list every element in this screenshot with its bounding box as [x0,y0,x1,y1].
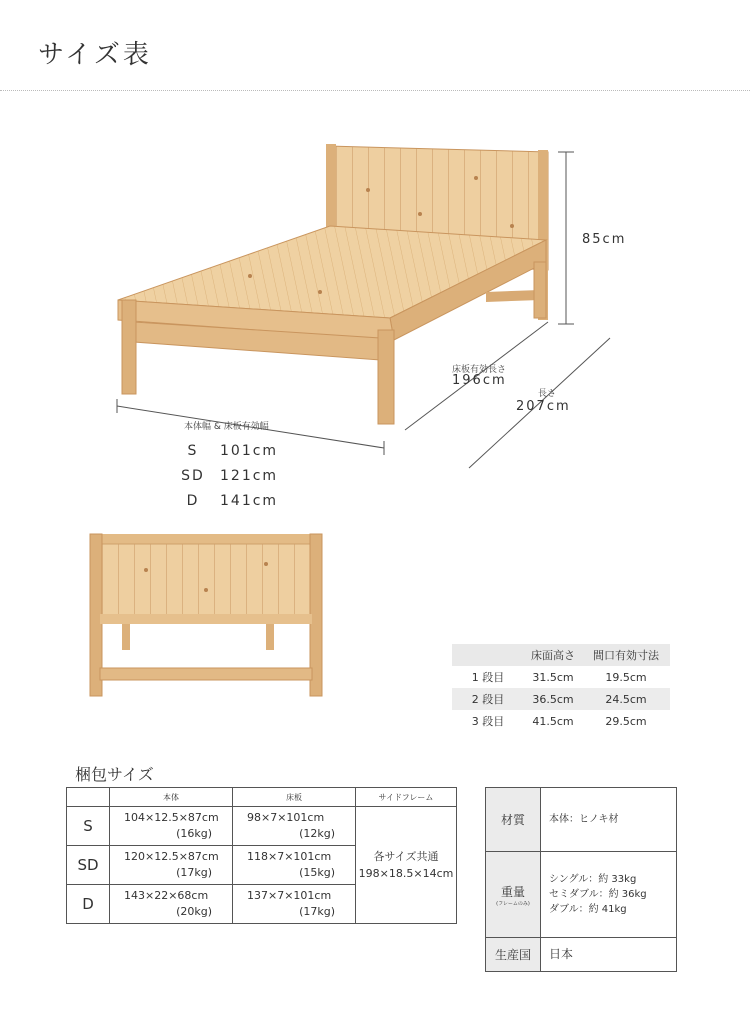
table-header [67,788,110,807]
length-label: 長さ [538,389,557,399]
width-value: 101cm [220,443,279,459]
table-row [486,788,677,852]
body-weight: (20kg) [176,905,212,918]
table-header-row [452,644,670,666]
packing-title: 梱包サイズ [75,765,154,784]
table-row [452,666,670,688]
size-cell: SD [67,846,110,885]
body-dims: 143×22×68cm [124,889,209,902]
height-dimension: 85cm [582,232,627,247]
table-row [486,852,677,938]
body-dims: 120×12.5×87cm [124,850,219,863]
table-row [452,688,670,710]
table-cell: 41.5cm [532,714,574,728]
board-cell [233,846,356,885]
weight-label-cell [486,852,541,938]
table-cell: 19.5cm [605,670,647,684]
spec-table [485,787,677,972]
width-size: SD [181,468,205,484]
table-cell: 3 段目 [471,715,505,728]
board-dims: 98×7×101cm [247,811,325,824]
size-cell: S [67,807,110,846]
inner-length-label: 床板有効長さ [452,365,507,375]
body-cell [110,807,233,846]
table-header [452,644,524,666]
table-header: 床板 [233,788,356,807]
board-weight: (15kg) [299,866,335,879]
inner-length-dimension: 196cm [452,373,507,388]
table-header: 間口有効寸法 [582,644,670,666]
table-cell: 2 段目 [452,688,524,710]
body-cell [110,846,233,885]
body-cell [110,885,233,924]
table-header: サイドフレーム [356,788,457,807]
board-cell [233,807,356,846]
side-frame-common: 各サイズ共通 [373,850,439,863]
side-frame-size: 198×18.5×14cm [358,867,454,880]
size-cell: D [67,885,110,924]
bed-front-view [86,530,326,702]
weight-label: 重量 [500,884,525,899]
page-title: サイズ表 [38,40,152,70]
origin-value: 日本 [541,938,677,972]
board-dims: 118×7×101cm [247,850,332,863]
origin-label: 生産国 [486,938,541,972]
table-header: 床面高さ [524,644,582,666]
table-cell: 1 段目 [471,671,505,684]
board-dims: 137×7×101cm [247,889,332,902]
weight-semidouble: セミダブル：約 36kg [549,889,647,900]
width-list [176,443,296,513]
body-weight: (17kg) [176,866,212,879]
width-label: 本体幅 & 床板有効幅 [184,422,269,432]
table-cell: 31.5cm [532,670,574,684]
table-row [486,938,677,972]
length-dimension: 207cm [516,399,571,414]
material-value: 本体：ヒノキ材 [541,788,677,852]
board-cell [233,885,356,924]
board-weight: (12kg) [299,827,335,840]
body-dims: 104×12.5×87cm [124,811,219,824]
weight-double: ダブル：約 41kg [549,904,627,915]
table-cell: 29.5cm [605,714,647,728]
board-weight: (17kg) [299,905,335,918]
width-size: D [186,493,200,509]
weight-values [541,852,677,938]
side-frame-cell [356,807,457,924]
width-size: S [187,443,199,459]
width-value: 141cm [220,493,279,509]
weight-note: (フレームのみ) [496,900,530,907]
material-label: 材質 [486,788,541,852]
table-cell: 36.5cm [524,688,582,710]
body-weight: (16kg) [176,827,212,840]
table-row [452,710,670,732]
weight-single: シングル：約 33kg [549,874,637,885]
step-table [452,644,670,732]
table-header-row [67,788,457,807]
table-header: 本体 [110,788,233,807]
table-cell: 24.5cm [582,688,670,710]
width-value: 121cm [220,468,279,484]
packing-table [66,787,457,924]
table-row [67,807,457,846]
